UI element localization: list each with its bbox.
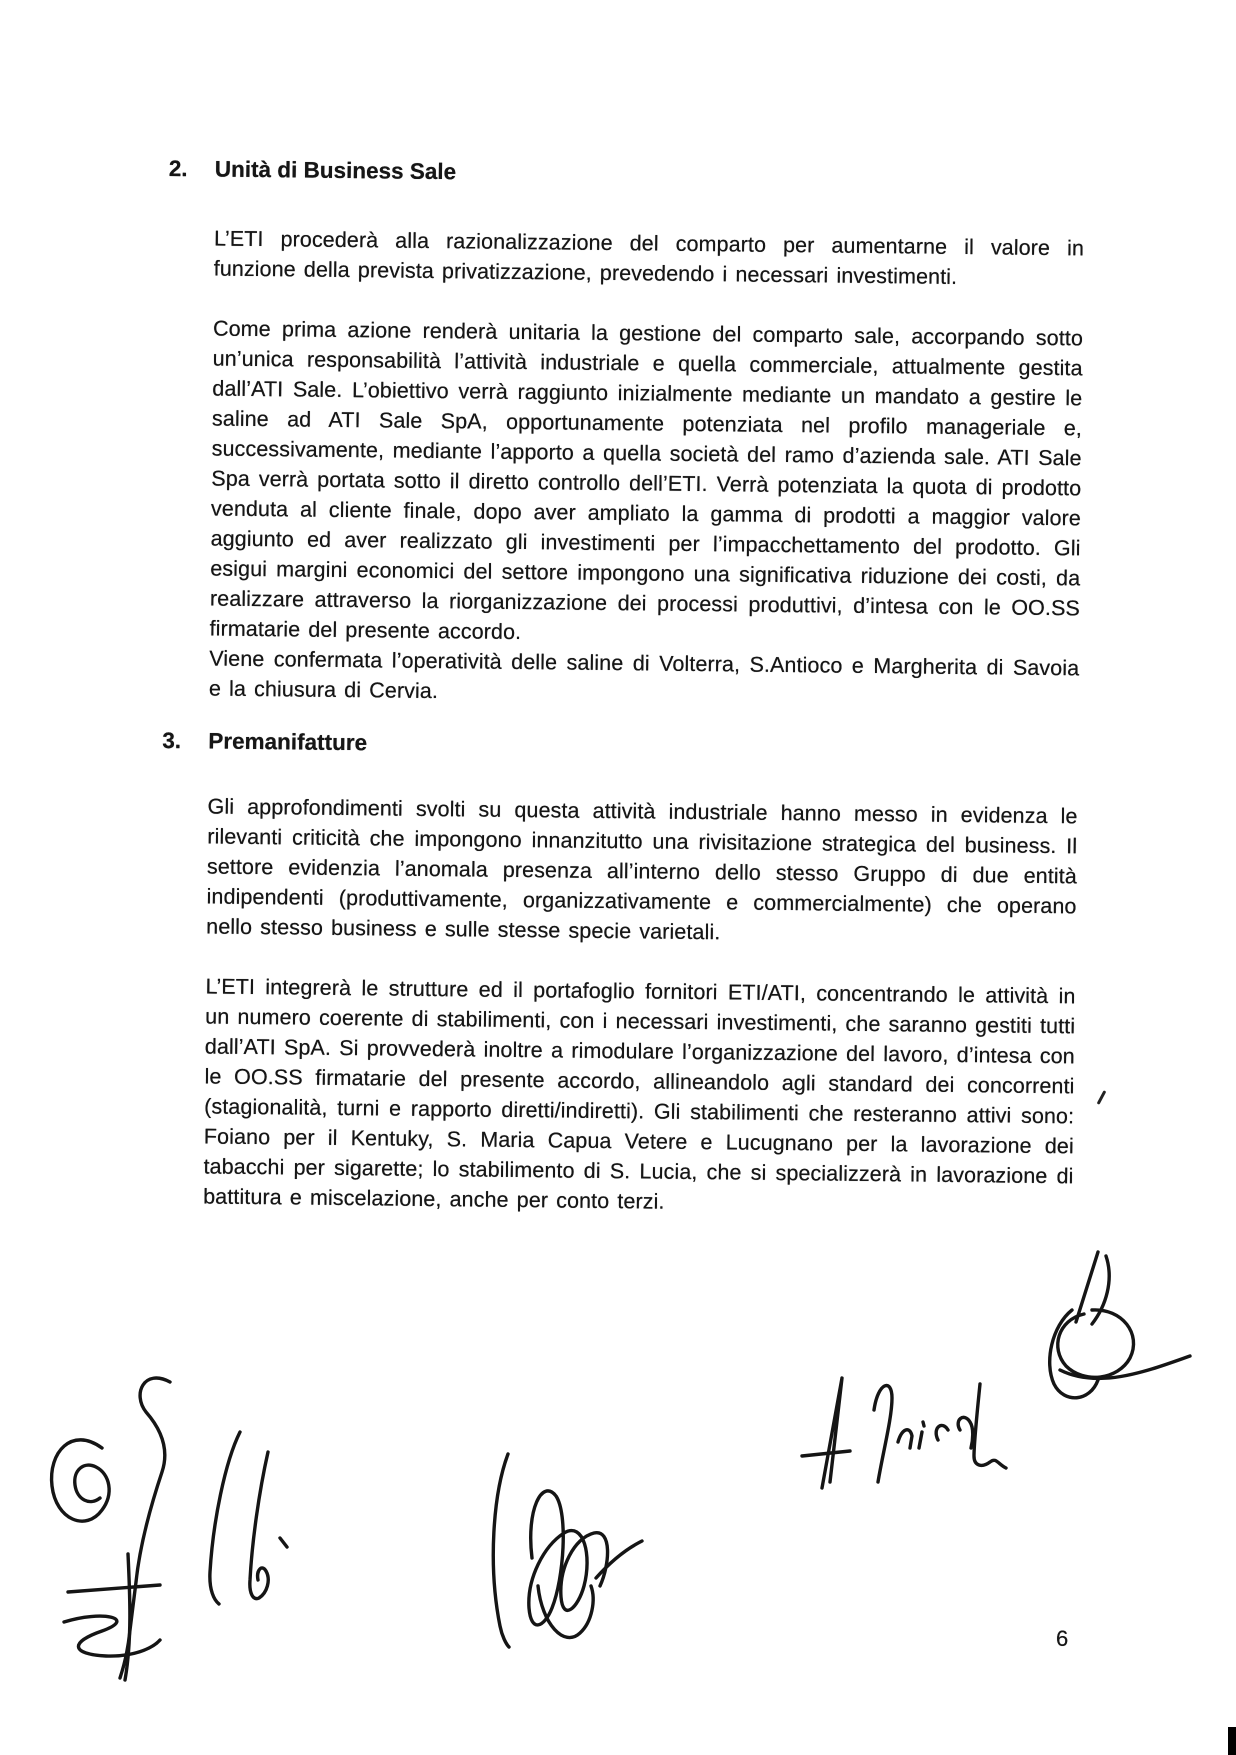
handwritten-signature-right-name: [788, 1368, 1008, 1498]
section-2-number: 2.: [168, 155, 188, 182]
page-number: 6: [1056, 1626, 1069, 1651]
section-2-title: Unità di Business Sale: [214, 156, 457, 185]
paragraph-sale-plan: Come prima azione renderà unitaria la gestione del comparto sale, accorpando sotto un’unica responsabilità l’attività industriale e quella commerciale, attualmente gestita dall’ATI Sale. L’obiettivo verrà raggiunto inizialmente mediante un mandato a gestire le saline ad ATI Sale SpA, opportunamente potenziata nel profilo manageriale e, successivamente, mediante l’apporto a quella società del ramo d’azienda sale. ATI Sale Spa verrà portata sotto il diretto controllo dell’ETI. Verrà potenziata la quota di prodotto venduta al cliente finale, dopo aver ampliato la gamma di prodotti a maggior valore aggiunto ed aver realizzato gli investimenti per l’impacchettamento del prodotto. Gli esigui margini economici del settore impongono una significativa riduzione dei costi, da realizzare attraverso la riorganizzazione dei processi produttivi, d’intesa con le OO.SS firmatarie del presente accordo.: [209, 316, 1084, 645]
section-2-heading: [169, 155, 1085, 193]
scan-artifact-stroke: [1097, 1090, 1107, 1105]
handwritten-signature-center: [478, 1436, 648, 1654]
handwritten-signature-left-a: [40, 1368, 215, 1686]
section-3-title: Premanifatture: [208, 728, 368, 756]
section-3-number: 3.: [162, 727, 182, 754]
section-3-heading: [162, 727, 1078, 765]
handwritten-signature-right-flourish: [1000, 1248, 1200, 1438]
paragraph-sale-saline: Viene confermata l’operatività delle saline di Volterra, S.Antioco e Margherita di Savoia e la chiusura di Cervia.: [208, 646, 1080, 704]
handwritten-signature-left-b: [200, 1420, 300, 1615]
document-body: [157, 155, 1085, 1221]
paragraph-premanifatture-analisi: Gli approfondimenti svolti su questa attività industriale hanno messo in evidenza le rilevanti criticità che impongono innanzitutto una rivisitazione strategica del business. Il settore evidenzia l’anomala presenza all’interno dello stesso Gruppo di due entità indipendenti (produttivamente, organizzativamente e commercialmente) che operano nello stesso business e sulle stesse specie varietali.: [206, 794, 1078, 945]
paragraph-premanifatture-stabilimenti: L’ETI integrerà le strutture ed il portafoglio fornitori ETI/ATI, concentrando le attività in un numero coerente di stabilimenti, con i necessari investimenti, che saranno gestiti tutti dall’ATI SpA. Si provvederà inoltre a rimodulare l’organizzazione del lavoro, d’intesa con le OO.SS firmatarie del presente accordo, allineandolo agli standard dei concorrenti (stagionalità, turni e rapporto diretti/indiretti). Gli stabilimenti che resteranno attivi sono: Foiano per il Kentuky, S. Maria Capua Vetere e Lucugnano per la lavorazione dei tabacchi per sigarette; lo stabilimento di S. Lucia, che si specializzerà in lavorazione di battitura e miscelazione, anche per conto terzi.: [203, 974, 1076, 1214]
paragraph-sale-intro: L’ETI procederà alla razionalizzazione del comparto per aumentarne il valore in funzione della prevista privatizzazione, prevedendo i necessari investimenti.: [213, 226, 1085, 289]
scan-artifact-corner: [1228, 1727, 1236, 1755]
